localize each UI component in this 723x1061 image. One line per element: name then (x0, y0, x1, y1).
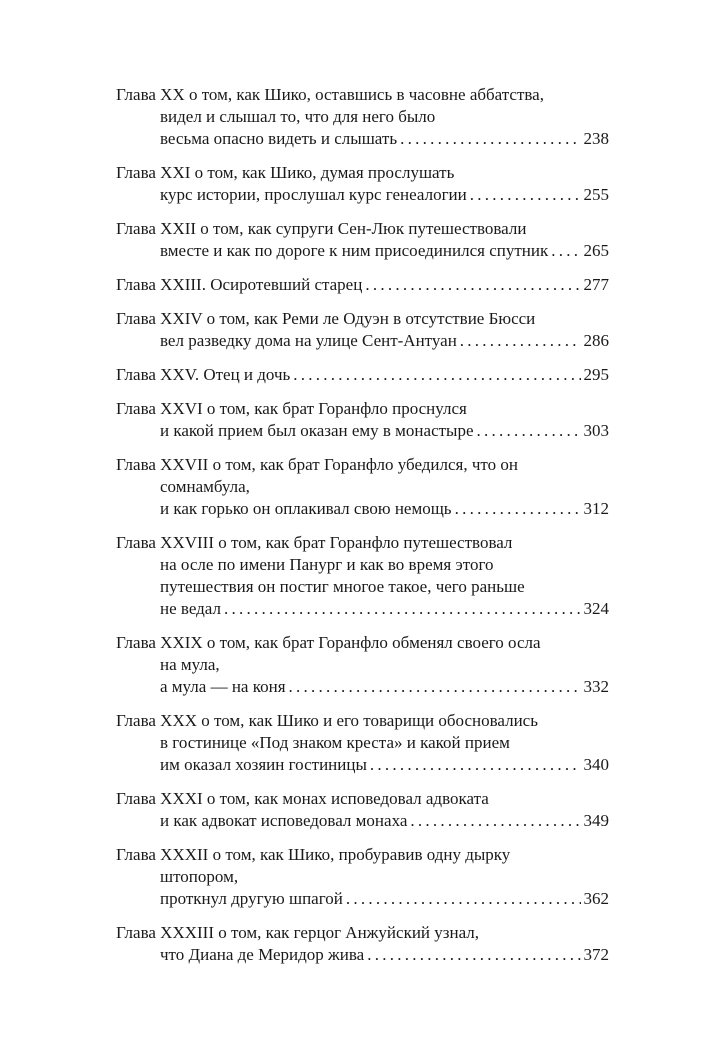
toc-entry-title-line: Глава XXX о том, как Шико и его товарищи обосновались (116, 711, 538, 730)
toc-entry-title-line: Глава XXIX о том, как брат Горанфло обменял своего осла (116, 633, 541, 652)
toc-entry-title-line: и какой прием был оказан ему в монастыре (160, 421, 474, 440)
toc-entry-last-line (116, 598, 609, 620)
toc-entry[interactable] (116, 398, 609, 442)
toc-entry-title-line: на мула, (160, 655, 220, 674)
toc-entry[interactable] (116, 844, 609, 910)
toc-entry[interactable] (116, 788, 609, 832)
toc-entry-title-line: сомнамбула, (160, 477, 250, 496)
dot-leader (410, 810, 580, 832)
page-number: 255 (583, 185, 609, 204)
page-number: 238 (583, 129, 609, 148)
toc-entry-title-line: не ведал (160, 599, 221, 618)
toc-entry-title-line: им оказал хозяин гостиницы (160, 755, 367, 774)
toc-entry[interactable] (116, 308, 609, 352)
dot-leader (460, 330, 581, 352)
page-number: 303 (583, 421, 609, 440)
toc-entry-title-line: на осле по имени Панург и как во время этого (160, 555, 494, 574)
toc-entry-last-line (116, 810, 609, 832)
toc-entry-title-line: что Диана де Меридор жива (160, 945, 365, 964)
toc-entry-last-line (116, 498, 609, 520)
toc-entry[interactable] (116, 84, 609, 150)
toc-entry-last-line (116, 676, 609, 698)
toc-entry-last-line (116, 330, 609, 352)
toc-entry[interactable] (116, 274, 609, 296)
page-number: 349 (583, 811, 609, 830)
toc-entry-title-line: Глава XXVII о том, как брат Горанфло убедился, что он (116, 455, 518, 474)
page-number: 265 (583, 241, 609, 260)
page-number: 372 (583, 945, 609, 964)
toc-entry-title-line: вместе и как по дороге к ним присоединился спутник (160, 241, 549, 260)
toc-entry[interactable] (116, 162, 609, 206)
dot-leader (477, 420, 581, 442)
toc-entry[interactable] (116, 364, 609, 386)
dot-leader (224, 598, 581, 620)
toc-entry-title-line: Глава XXXIII о том, как герцог Анжуйский узнал, (116, 923, 480, 942)
toc-entry[interactable] (116, 218, 609, 262)
dot-leader (346, 888, 581, 910)
toc-entry-title-line: Глава XXIII. Осиротевший старец (116, 275, 363, 294)
toc-entry-title-line: а мула — на коня (160, 677, 286, 696)
toc-entry-last-line (116, 944, 609, 966)
toc-entry-last-line (116, 754, 609, 776)
toc-entry-title-line: Глава XXIV о том, как Реми ле Одуэн в отсутствие Бюсси (116, 309, 536, 328)
page-number: 286 (583, 331, 609, 350)
dot-leader (289, 676, 581, 698)
page-number: 340 (583, 755, 609, 774)
page-number: 362 (583, 889, 609, 908)
page-number: 295 (583, 365, 609, 384)
dot-leader (367, 944, 580, 966)
toc-entry-title-line: в гостинице «Под знаком креста» и какой прием (160, 733, 510, 752)
table-of-contents (116, 84, 609, 978)
toc-entry-title-line: Глава XXI о том, как Шико, думая прослушать (116, 163, 455, 182)
toc-entry-last-line (116, 184, 609, 206)
page-number: 312 (583, 499, 609, 518)
toc-entry-last-line (116, 420, 609, 442)
dot-leader (400, 128, 580, 150)
toc-entry-last-line (116, 888, 609, 910)
toc-entry[interactable] (116, 922, 609, 966)
page-number: 277 (583, 275, 609, 294)
toc-entry[interactable] (116, 532, 609, 620)
toc-entry-title-line: проткнул другую шпагой (160, 889, 343, 908)
dot-leader (455, 498, 581, 520)
page-number: 324 (583, 599, 609, 618)
toc-entry-title-line: Глава XXXII о том, как Шико, пробуравив одну дырку (116, 845, 511, 864)
toc-entry[interactable] (116, 632, 609, 698)
toc-entry-title-line: и как горько он оплакивал свою немощь (160, 499, 452, 518)
toc-entry-title-line: Глава XX о том, как Шико, оставшись в часовне аббатства, (116, 85, 544, 104)
toc-entry-title-line: Глава XXV. Отец и дочь (116, 365, 291, 384)
toc-entry[interactable] (116, 454, 609, 520)
toc-entry-last-line (116, 128, 609, 150)
dot-leader (365, 274, 580, 296)
dot-leader (470, 184, 581, 206)
toc-entry-title-line: видел и слышал то, что для него было (160, 107, 436, 126)
toc-entry-title-line: весьма опасно видеть и слышать (160, 129, 398, 148)
toc-entry-title-line: вел разведку дома на улице Сент-Антуан (160, 331, 457, 350)
toc-entry-title-line: и как адвокат исповедовал монаха (160, 811, 408, 830)
toc-entry-last-line (116, 274, 609, 296)
toc-entry[interactable] (116, 710, 609, 776)
toc-entry-title-line: курс истории, прослушал курс генеалогии (160, 185, 467, 204)
dot-leader (551, 240, 580, 262)
toc-entry-title-line: путешествия он постиг многое такое, чего раньше (160, 577, 525, 596)
dot-leader (370, 754, 581, 776)
toc-entry-title-line: Глава XXXI о том, как монах исповедовал адвоката (116, 789, 489, 808)
toc-entry-title-line: Глава XXVIII о том, как брат Горанфло путешествовал (116, 533, 513, 552)
dot-leader (293, 364, 580, 386)
toc-entry-last-line (116, 364, 609, 386)
toc-entry-last-line (116, 240, 609, 262)
toc-entry-title-line: штопором, (160, 867, 239, 886)
page-number: 332 (583, 677, 609, 696)
toc-entry-title-line: Глава XXII о том, как супруги Сен-Люк путешествовали (116, 219, 527, 238)
toc-entry-title-line: Глава XXVI о том, как брат Горанфло проснулся (116, 399, 467, 418)
